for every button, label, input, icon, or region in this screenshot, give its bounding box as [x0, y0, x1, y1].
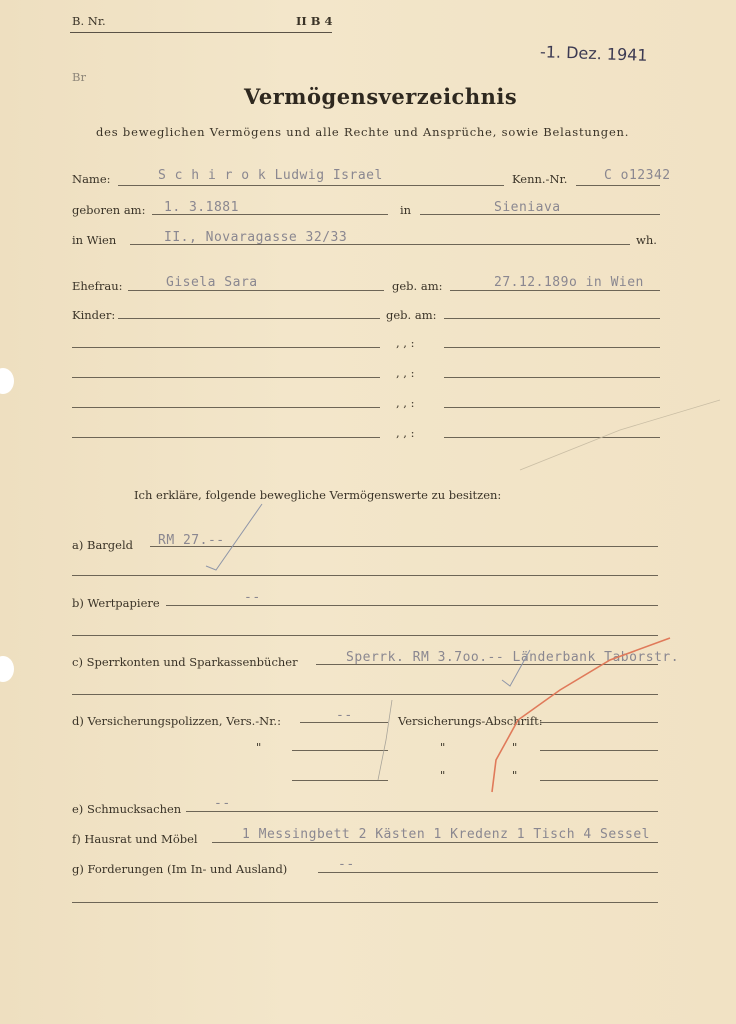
claims-label: g) Forderungen (Im In- und Ausland) [72, 862, 288, 876]
children-geb-label: geb. am: [386, 308, 437, 322]
spouse-label: Ehefrau: [72, 279, 123, 293]
page-title: Vermögensverzeichnis [244, 84, 518, 109]
name-label: Name: [72, 172, 111, 186]
subtitle: des beweglichen Vermögens und alle Rechte und Ansprüche, sowie Belastungen. [96, 125, 630, 139]
spouse-geb-value: 27.12.189o in Wien [494, 275, 644, 290]
born-value: 1. 3.1881 [164, 200, 239, 215]
address-value: II., Novaragasse 32/33 [164, 230, 348, 245]
jewelry-label: e) Schmucksachen [72, 802, 182, 816]
household-value: 1 Messingbett 2 Kästen 1 Kredenz 1 Tisch 4 Sessel [242, 827, 651, 842]
claims-value: -- [338, 857, 355, 872]
wh-label: wh. [636, 233, 657, 247]
children-label: Kinder: [72, 308, 116, 322]
ditto-mark: " [440, 740, 446, 754]
spouse-geb-label: geb. am: [392, 279, 443, 293]
name-value: S c h i r o k Ludwig Israel [158, 168, 383, 183]
ditto-mark: " [512, 740, 518, 754]
insurance-value: -- [336, 708, 353, 723]
ditto-mark: " [440, 768, 446, 782]
kenn-value: C o12342 [604, 168, 671, 183]
ditto-mark: " [256, 740, 262, 754]
ditto-mark: " [512, 768, 518, 782]
ref-code: II B 4 [296, 14, 333, 28]
accounts-label: c) Sperrkonten und Sparkassenbücher [72, 655, 298, 669]
born-label: geboren am: [72, 203, 146, 217]
spouse-value: Gisela Sara [166, 275, 258, 290]
in-label: in [400, 203, 412, 217]
kenn-label: Kenn.-Nr. [512, 172, 568, 186]
jewelry-value: -- [214, 796, 231, 811]
declaration-text: Ich erkläre, folgende bewegliche Vermögenswerte zu besitzen: [134, 488, 502, 502]
vienna-label: in Wien [72, 233, 117, 247]
ditto-mark: , , : [396, 366, 415, 380]
handwritten-date: -1. Dez. 1941 [539, 42, 648, 65]
accounts-value: Sperrk. RM 3.7oo.-- Länderbank Taborstr. [346, 650, 680, 665]
securities-label: b) Wertpapiere [72, 596, 160, 610]
ditto-mark: , , : [396, 396, 415, 410]
ditto-mark: , , : [396, 426, 415, 440]
household-label: f) Hausrat und Möbel [72, 832, 198, 846]
br-mark: Br [72, 70, 86, 84]
cash-label: a) Bargeld [72, 538, 134, 552]
insurance-copy-label: Versicherungs-Abschrift: [398, 714, 543, 728]
ditto-mark: , , : [396, 336, 415, 350]
born-place: Sieniava [494, 200, 561, 215]
insurance-label: d) Versicherungspolizzen, Vers.-Nr.: [72, 714, 281, 728]
securities-value: -- [244, 590, 261, 605]
b-nr-label: B. Nr. [72, 14, 106, 28]
cash-value: RM 27.-- [158, 533, 225, 548]
